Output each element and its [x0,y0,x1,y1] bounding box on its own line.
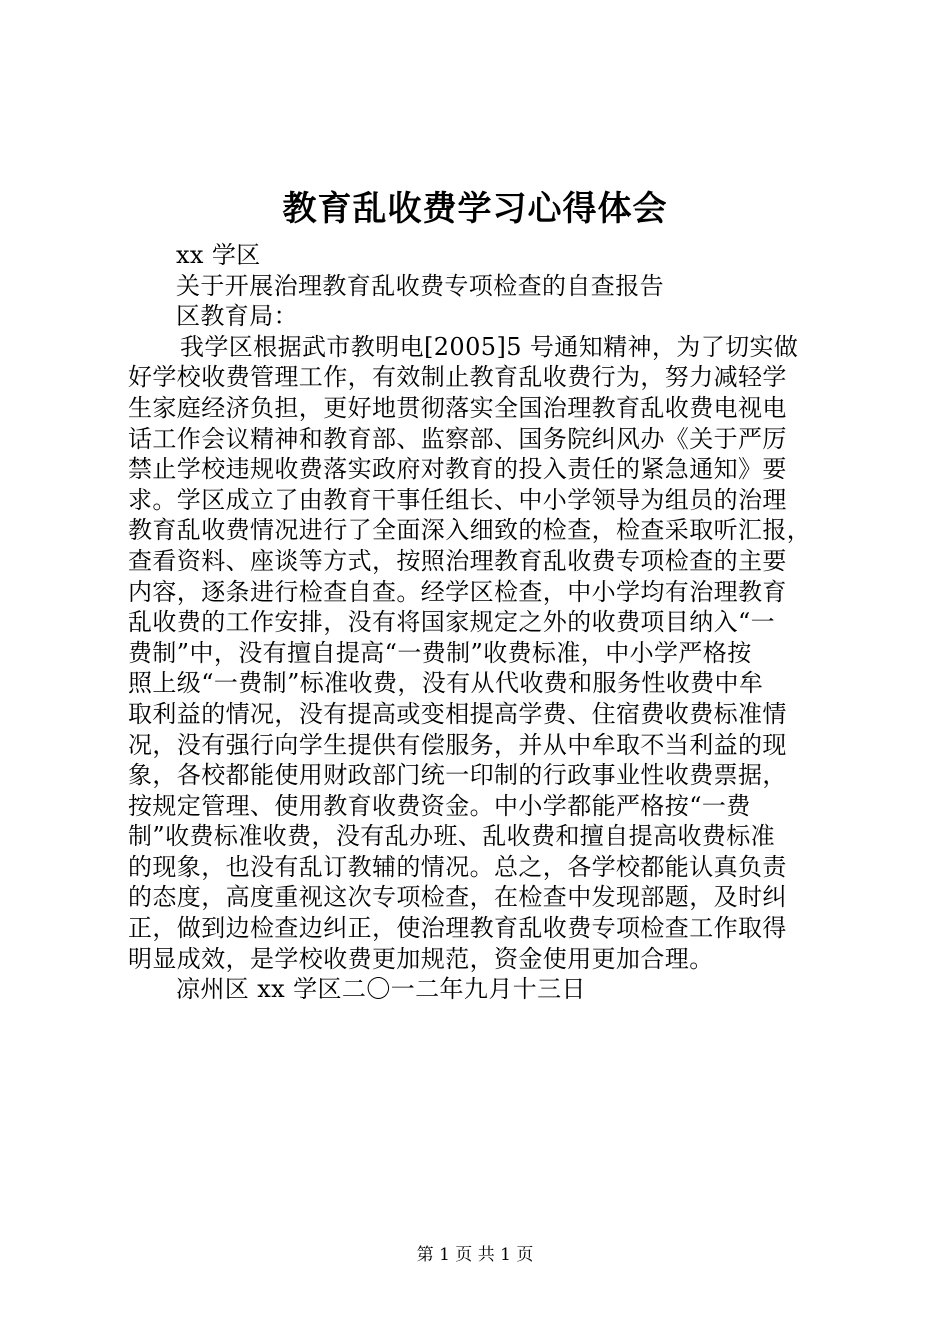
body-line: 乱收费的工作安排，没有将国家规定之外的收费项目纳入“一 [128,608,776,637]
page-footer: 第 1 页 共 1 页 [416,1245,534,1265]
body-line: 的态度，高度重视这次专项检查，在检查中发现部题，及时纠 [128,883,787,912]
body-line: 话工作会议精神和教育部、监察部、国务院纠风办《关于严厉 [128,424,787,453]
body-line: 禁止学校违规收费落实政府对教育的投入责任的紧急通知》要 [128,455,787,484]
body-line: 费制”中，没有擅自提高“一费制”收费标准，中小学严格按 [128,638,752,667]
body-line: 况，没有强行向学生提供有偿服务，并从中牟取不当利益的现 [128,730,787,759]
body-line: 查看资料、座谈等方式，按照治理教育乱收费专项检查的主要 [128,546,787,575]
document-content [128,240,840,1005]
body-line: 求。学区成立了由教育干事任组长、中小学领导为组员的治理 [128,485,787,514]
header-line-report-title: 关于开展治理教育乱收费专项检查的自查报告 [176,271,664,300]
document-title: 教育乱收费学习心得体会 [282,189,668,229]
body-line: 好学校收费管理工作，有效制止教育乱收费行为，努力减轻学 [128,363,787,392]
body-line: 生家庭经济负担，更好地贯彻落实全国治理教育乱收费电视电 [128,393,787,422]
body-line: 正，做到边检查边纠正，使治理教育乱收费专项检查工作取得 [128,914,787,943]
body-line: 内容，逐条进行检查自查。经学区检查，中小学均有治理教育 [128,577,787,606]
body-line: 取利益的情况，没有提高或变相提高学费、住宿费收费标准情 [128,699,787,728]
body-line: 教育乱收费情况进行了全面深入细致的检查，检查采取听汇报， [128,516,812,545]
body-line: 的现象，也没有乱订教辅的情况。总之，各学校都能认真负责 [128,852,787,881]
body-line: 明显成效，是学校收费更加规范，资金使用更加合理。 [128,944,714,973]
body-line: 制”收费标准收费，没有乱办班、乱收费和擅自提高收费标准 [128,822,776,851]
header-line-recipient: 区教育局： [176,302,298,331]
body-line: 我学区根据武市教明电[2005]5 号通知精神，为了切实做 [180,332,799,361]
signature-line: 凉州区 xx 学区二〇一二年九月十三日 [176,975,586,1004]
header-line-school: xx 学区 [176,241,261,269]
body-line: 象，各校都能使用财政部门统一印制的行政事业性收费票据， [128,761,787,790]
body-line: 照上级“一费制”标准收费，没有从代收费和服务性收费中牟 [128,669,764,698]
body-line: 按规定管理、使用教育收费资金。中小学都能严格按“一费 [128,791,751,820]
